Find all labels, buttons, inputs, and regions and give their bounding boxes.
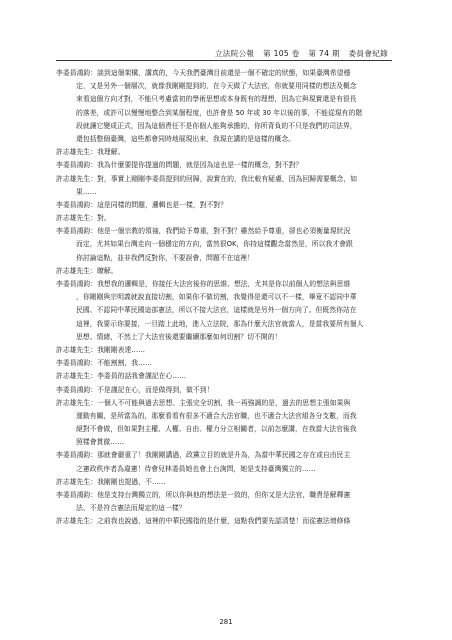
transcript-paragraph [56,212,392,225]
transcript-line: 李委員鴻鈞：他是一個宗教的領袖，我們給予尊重，對不對？雖然給予尊重，卻也必須衡量現狀況 [56,227,351,236]
transcript-line: 李委員鴻鈞：那就會嚴重了！我剛剛講過，政黨立目的就是升為，為當中華民國之存在或自由民主 [56,451,351,460]
transcript-line: 李委員鴻鈞：談到這個架構，講真的，今天我們臺灣目前還是一個不確定的狀態，如果臺灣希望穩 [56,69,351,77]
transcript-line: 段就讓它變成正式，因為這個責任不是你個人能夠承擔的，你所背負的不只是我們的司法界， [76,121,357,130]
transcript-line: 你討論這點，並非我們反對你，不要誤會，問題不在這裡！ [76,253,254,262]
transcript-line: 李委員鴻鈞：他是支持台灣獨立的，所以你與他的想法是一致的，但你又是大法官，職責是解釋憲 [56,491,351,499]
transcript-line: 許志雄先生：我剛剛也提過，不…… [56,477,166,486]
transcript-paragraph [56,449,392,475]
transcript-line: 許志雄先生：我剛剛表達…… [56,345,145,354]
transcript-line: 運動有關，是所當為的，那麼看看有很多不適合大法官職，也不適合大法官組各分支數，而我 [76,411,357,420]
transcript-paragraph [56,265,392,278]
transcript-paragraph [56,384,392,397]
transcript-paragraph [56,146,392,159]
transcript-paragraph [56,476,392,489]
transcript-line: 絕對不會做，但如果對主權、人權、自由、權力分立相關者，以前怎麼講，在我當大法官後我 [76,425,357,434]
transcript-paragraph [56,397,392,450]
transcript-paragraph [56,515,392,528]
transcript-paragraph [56,173,392,199]
transcript-line: 這裡，我要示你要接，一旦踏上此地，進入立法院，那為什麼大法官就當人，是當我要所有個人 [76,319,364,328]
transcript-paragraph [56,370,392,383]
transcript-paragraph [56,199,392,212]
transcript-line: 許志雄先生：一個人不可能與過去思想、主張完全切割，我一再強調的是，過去的思想主張如果與 [56,398,351,407]
transcript-line: 還包括整個臺灣，這些都會同時地展現出來，我現在講的是這樣的概念。 [76,134,296,143]
transcript-line: 來看這個方向才對，不能只考慮當初的學術思想或本身既有的理想，因為它與現實還是有很長 [76,95,357,104]
transcript-paragraph [56,67,392,146]
issue-number: 第 74 期 [308,49,340,58]
transcript-line: 民國、不認同中華民國這部憲法，所以不接大法官，這樣就是另外一個方向了。但既然你站在 [76,306,357,315]
transcript-line: 許志雄先生：李委員的話我會謹記在心…… [56,372,187,381]
transcript-line: 照樣會貫徹…… [76,438,124,447]
transcript-line: 許志雄先生：對。 [56,214,111,223]
transcript-paragraph [56,489,392,515]
header-divider [56,60,392,61]
transcript-line: 的落差，或許可以慢慢地整合到某個程度，也許會是 50 年或 30 年以後的事，不能從現有的階 [76,108,363,117]
transcript-paragraph [56,225,392,265]
volume-number: 第 105 卷 [263,49,300,58]
transcript-line: 許志雄先生：我理解。 [56,148,125,157]
transcript-body [56,67,392,529]
transcript-line: ，你剛剛與宗明義就說直接切割，如果你不做切割，我覺得是還可以不一樣，畢竟不認同中華 [76,293,357,302]
transcript-line: 李委員鴻鈞：這是同樣的問題，邏輯也是一樣，對不對？ [56,200,228,209]
transcript-paragraph [56,278,392,344]
transcript-line: 李委員鴻鈞：我為什麼要提你提過的問題，就是因為這也是一樣的概念，對不對？ [56,161,303,170]
transcript-line: 思想、情緒，不然上了大法官後還要繼續那麼如何切割？切不開的！ [76,332,282,341]
transcript-line: 法、不是符合憲法而規定的這一樣？ [76,504,186,513]
transcript-line: 許志雄先生：瞭解。 [56,266,118,275]
transcript-line: 許志雄先生：之前我也說過，這裡的中華民國指的是什麼，這點我們要先認清楚！而從憲法增修條 [56,517,351,526]
transcript-line: 李委員鴻鈞：不能割割，我…… [56,359,152,368]
transcript-line: 李委員鴻鈞：我想我的邏輯是，你接任大法官後你的思維、想法，尤其是你以前個人的想法與思維 [56,280,351,288]
page-number: 281 [219,618,233,626]
transcript-line: 李委員鴻鈞：不是謹記在心，而是做得到，做不到！ [56,385,214,394]
transcript-line: 果…… [76,187,97,196]
page-header [209,48,388,59]
transcript-line: 而定，尤其如果台灣走向一個穩定的方向，當然很OK，你持這樣觀念當然是，所以我才會跟 [76,240,353,249]
transcript-paragraph [56,357,392,370]
transcript-paragraph [56,159,392,172]
publication-name: 立法院公報 [214,49,255,58]
section-name: 委員會紀錄 [348,49,388,58]
transcript-line: 許志雄先生：對，事實上剛剛李委員提到的回歸，說實在的，我比較有疑慮，因為回歸需要概念，如 [56,174,358,183]
transcript-paragraph [56,344,392,357]
transcript-line: 定，又是另外一個層次，就像我剛剛提到的，在今天做了大法官，你就要用同樣的想法及概念 [76,82,357,91]
transcript-line: 之憲政秩序者為違憲！待會兒林委員她也會上台詢問，她是支持臺灣獨立的…… [76,464,316,473]
